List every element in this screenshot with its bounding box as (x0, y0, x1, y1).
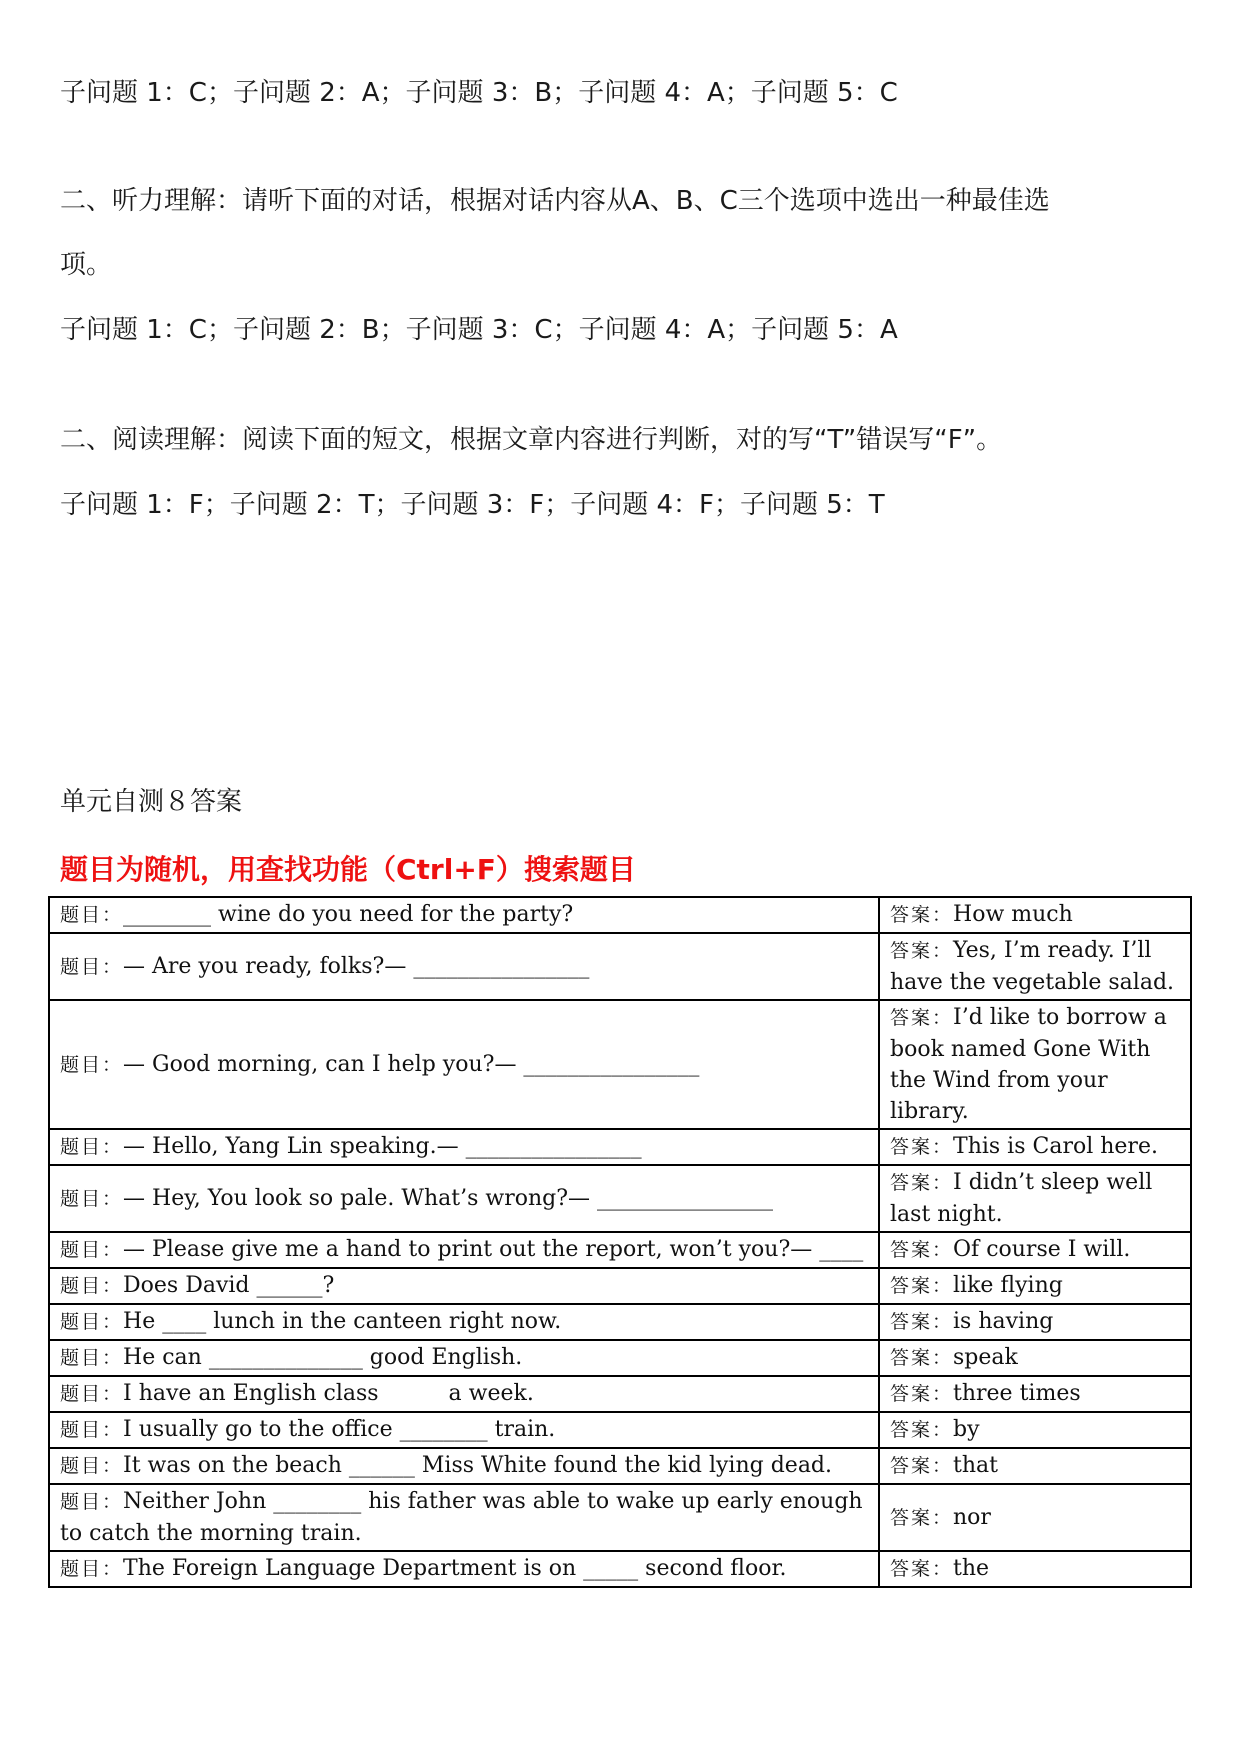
question-label: 题目： (60, 955, 124, 978)
answer-cell (879, 1340, 1191, 1376)
question-text: — Please give me a hand to print out the report, won’t you?— ____ (123, 1237, 864, 1262)
question-cell (49, 1448, 879, 1484)
answer-text: three times (953, 1381, 1081, 1406)
answer-text: is having (953, 1309, 1054, 1334)
answer-text: the (953, 1556, 990, 1581)
answer-text: I didn’t sleep well last night. (890, 1170, 1153, 1227)
answer-label: 答案： (890, 1239, 954, 1261)
answer-cell (879, 1448, 1191, 1484)
question-cell (49, 1232, 879, 1268)
answer-cell (879, 897, 1191, 933)
question-cell (49, 1304, 879, 1340)
question-label: 题目： (60, 1347, 124, 1369)
answer-cell (879, 1304, 1191, 1340)
answer-cell (879, 1551, 1191, 1587)
question-text: ________ wine do you need for the party? (123, 902, 574, 927)
answer-label: 答案： (890, 1172, 954, 1194)
question-text: It was on the beach ______ Miss White found the kid lying dead. (123, 1453, 833, 1478)
answer-label: 答案： (890, 1136, 954, 1158)
table-row (49, 1551, 1191, 1587)
answer-text: nor (953, 1504, 991, 1530)
question-label: 题目： (60, 1419, 124, 1441)
question-text: I usually go to the office ________ train. (123, 1417, 556, 1442)
question-cell (49, 1376, 879, 1412)
question-label: 题目： (60, 1136, 124, 1158)
answer-text: like flying (953, 1273, 1063, 1298)
question-text: Neither John ________ his father was able to wake up early enough to catch the morning train. (60, 1489, 870, 1546)
answer-text: speak (953, 1345, 1018, 1370)
answer-label: 答案： (890, 1311, 954, 1333)
answer-label: 答案： (890, 1506, 954, 1529)
answer-cell (879, 1484, 1191, 1551)
question-text: He ____ lunch in the canteen right now. (123, 1309, 562, 1334)
answer-cell (879, 1412, 1191, 1448)
answer-text: I’d like to borrow a book named Gone With the Wind from your library. (890, 1005, 1167, 1124)
question-label: 题目： (60, 1239, 124, 1261)
question-text: I have an English class a week. (123, 1381, 534, 1406)
top-answers: 子问题 1：C；子问题 2：A；子问题 3：B；子问题 4：A；子问题 5：C (60, 78, 898, 108)
search-notice: 题目为随机，用查找功能（Ctrl+F）搜索题目 (60, 853, 636, 886)
answer-text: by (953, 1417, 980, 1442)
table-row (49, 1232, 1191, 1268)
table-row (49, 1412, 1191, 1448)
question-cell (49, 1268, 879, 1304)
question-cell (49, 1551, 879, 1587)
listening-heading-line1: 二、听力理解：请听下面的对话，根据对话内容从A、B、C三个选项中选出一种最佳选 (60, 186, 1050, 216)
question-text: — Hello, Yang Lin speaking.— ________________ (123, 1134, 642, 1159)
qa-table (48, 896, 1192, 1588)
answer-text: How much (953, 902, 1073, 927)
question-label: 题目： (60, 1558, 124, 1580)
reading-heading: 二、阅读理解：阅读下面的短文，根据文章内容进行判断，对的写“T”错误写“F”。 (60, 425, 1003, 455)
question-text: The Foreign Language Department is on _____ second floor. (123, 1556, 787, 1581)
table-row (49, 1304, 1191, 1340)
answer-cell (879, 933, 1191, 1000)
question-cell (49, 897, 879, 933)
answer-label: 答案： (890, 1007, 954, 1029)
table-row (49, 1484, 1191, 1551)
table-row (49, 1165, 1191, 1232)
question-cell (49, 1484, 879, 1551)
answer-label: 答案： (890, 1558, 954, 1580)
table-row (49, 897, 1191, 933)
question-cell (49, 1412, 879, 1448)
answer-text: Yes, I’m ready. I’ll have the vegetable salad. (890, 938, 1175, 995)
question-text: — Good morning, can I help you?— ________________ (123, 1051, 700, 1077)
answer-label: 答案： (890, 1419, 954, 1441)
table-row (49, 1340, 1191, 1376)
answer-label: 答案： (890, 904, 954, 926)
answer-cell (879, 1129, 1191, 1165)
answer-cell (879, 1165, 1191, 1232)
question-text: He can ______________ good English. (123, 1345, 523, 1370)
answer-label: 答案： (890, 940, 954, 962)
question-cell (49, 1000, 879, 1129)
table-row (49, 1268, 1191, 1304)
answer-label: 答案： (890, 1455, 954, 1477)
question-label: 题目： (60, 1187, 124, 1210)
question-cell (49, 1165, 879, 1232)
answer-cell (879, 1376, 1191, 1412)
answer-label: 答案： (890, 1383, 954, 1405)
question-text: Does David ______? (123, 1273, 335, 1298)
reading-answers: 子问题 1：F；子问题 2：T；子问题 3：F；子问题 4：F；子问题 5：T (60, 490, 885, 520)
answer-text: Of course I will. (953, 1237, 1131, 1262)
answer-label: 答案： (890, 1347, 954, 1369)
listening-answers: 子问题 1：C；子问题 2：B；子问题 3：C；子问题 4：A；子问题 5：A (60, 315, 898, 345)
question-label: 题目： (60, 904, 124, 926)
question-label: 题目： (60, 1311, 124, 1333)
question-label: 题目： (60, 1491, 124, 1513)
question-text: — Are you ready, folks?— ________________ (123, 953, 590, 979)
table-row (49, 1129, 1191, 1165)
question-label: 题目： (60, 1275, 124, 1297)
table-row (49, 1376, 1191, 1412)
question-label: 题目： (60, 1383, 124, 1405)
answer-label: 答案： (890, 1275, 954, 1297)
answer-cell (879, 1000, 1191, 1129)
question-cell (49, 1340, 879, 1376)
table-row (49, 933, 1191, 1000)
question-label: 题目： (60, 1053, 124, 1076)
table-row (49, 1448, 1191, 1484)
question-cell (49, 933, 879, 1000)
table-row (49, 1000, 1191, 1129)
question-cell (49, 1129, 879, 1165)
answer-cell (879, 1232, 1191, 1268)
unit-title: 单元自测８答案 (60, 787, 243, 817)
answer-text: that (953, 1453, 998, 1478)
answer-cell (879, 1268, 1191, 1304)
question-text: — Hey, You look so pale. What’s wrong?— ________________ (123, 1185, 773, 1211)
answer-text: This is Carol here. (953, 1134, 1158, 1159)
question-label: 题目： (60, 1455, 124, 1477)
listening-heading-line2: 项。 (60, 250, 113, 280)
qa-table-body (49, 897, 1191, 1587)
